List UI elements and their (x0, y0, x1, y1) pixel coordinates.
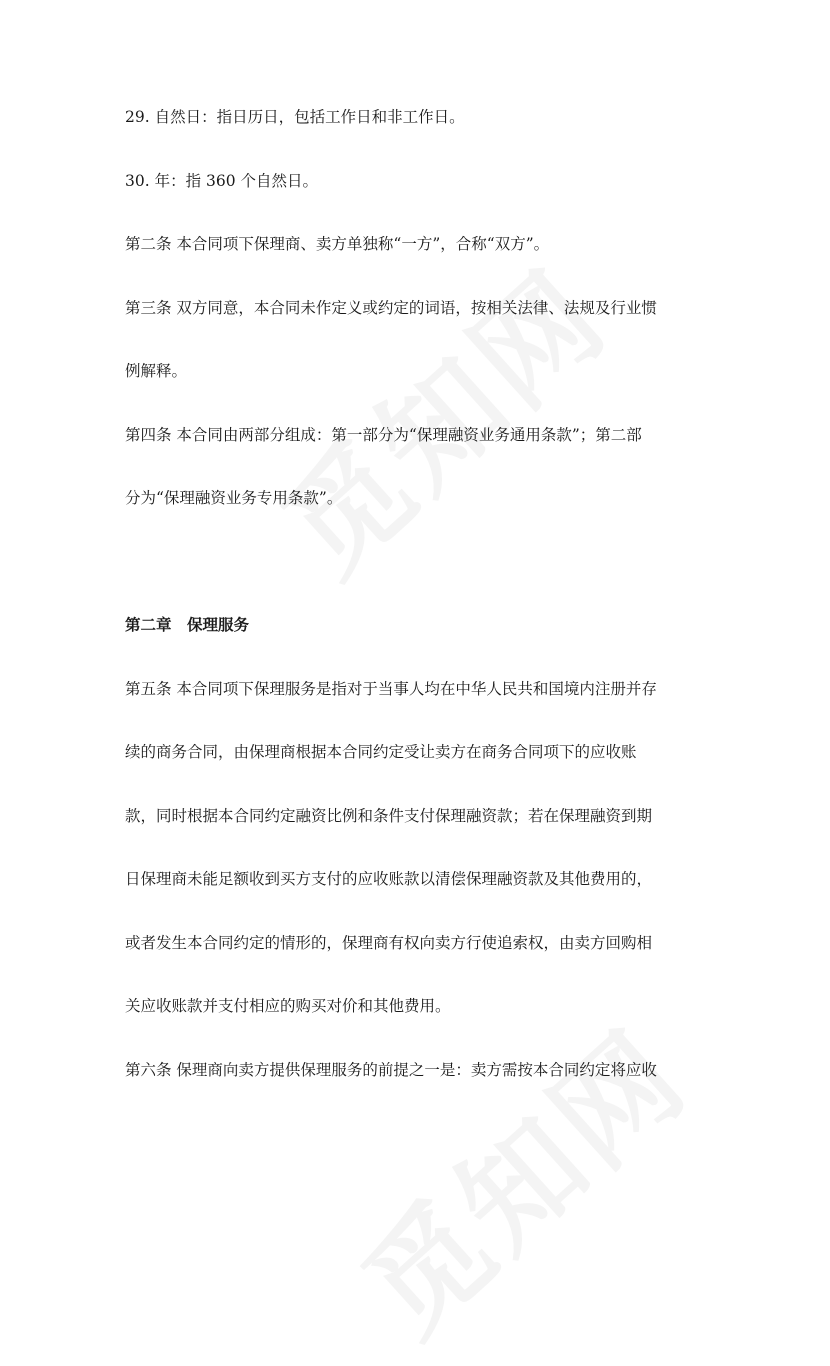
article-5-line-2: 续的商务合同，由保理商根据本合同约定受让卖方在商务合同项下的应收账 (125, 743, 637, 761)
definition-30: 30. 年：指 360 个自然日。 (125, 171, 319, 190)
article-3-line-2: 例解释。 (125, 362, 188, 380)
article-5-line-4: 日保理商未能足额收到买方支付的应收账款以清偿保理融资款及其他费用的， (125, 870, 653, 888)
article-4-line-1: 第四条 本合同由两部分组成：第一部分为“保理融资业务通用条款”；第二部 (125, 425, 642, 444)
article-5-line-6: 关应收账款并支付相应的购买对价和其他费用。 (125, 997, 451, 1015)
document-body (125, 94, 710, 1110)
article-5-line-5: 或者发生本合同约定的情形的，保理商有权向卖方行使追索权，由卖方回购相 (125, 933, 653, 952)
article-4-line-2: 分为“保理融资业务专用条款”。 (125, 489, 343, 507)
blank-line (125, 539, 710, 603)
article-2: 第二条 本合同项下保理商、卖方单独称“一方”，合称“双方”。 (125, 235, 550, 253)
article-5-line-1: 第五条 本合同项下保理服务是指对于当事人均在中华人民共和国境内注册并存 (125, 679, 657, 698)
article-6-line-1: 第六条 保理商向卖方提供保理服务的前提之一是：卖方需按本合同约定将应收 (125, 1060, 657, 1079)
article-5-line-3: 款，同时根据本合同约定融资比例和条件支付保理融资款；若在保理融资到期 (125, 806, 653, 825)
article-3-line-1: 第三条 双方同意，本合同未作定义或约定的词语，按相关法律、法规及行业惯 (125, 298, 657, 317)
chapter-heading: 第二章 保理服务 (125, 615, 250, 634)
definition-29: 29. 自然日：指日历日，包括工作日和非工作日。 (125, 108, 465, 126)
